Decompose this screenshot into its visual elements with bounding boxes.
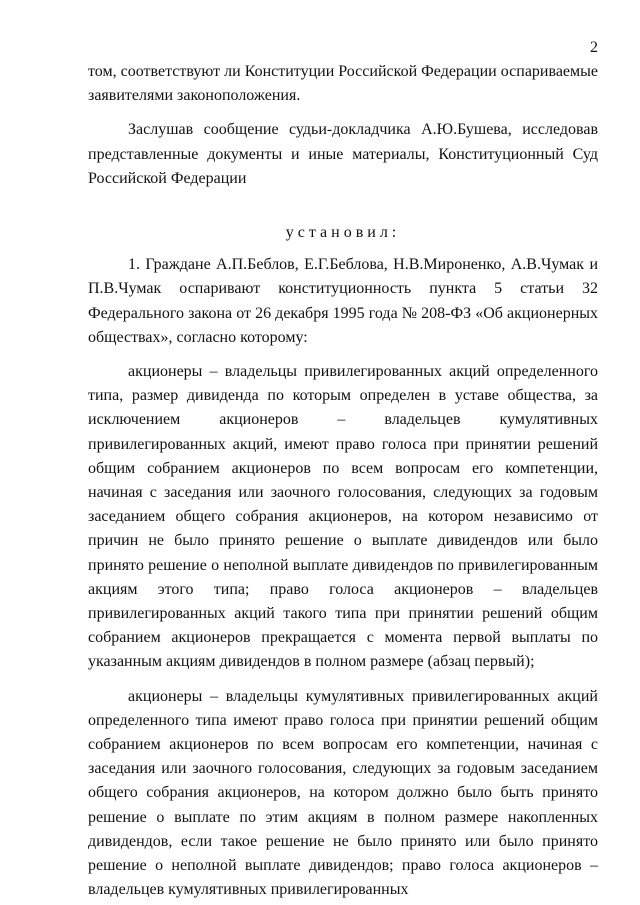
paragraph-quoted-law-2: акционеры – владельцы кумулятивных привилегированных акций определенного типа имеют право голоса при принятии решений общим собранием акционеров по всем вопросам его компетенции, начиная с заседания или заочного голосования, следующих за годовым заседанием общего собрания акционеров, на котором должно было быть принято решение о выплате по этим акциям в полном размере накопленных дивидендов, если такое решение не было принято или было принято решение о неполной выплате дивидендов; право голоса акционеров – владельцев кумулятивных привилегированных xyxy=(88,687,598,899)
paragraph-continuation: том, соответствуют ли Конституции Российской Федерации оспариваемые заявителями законоположения. xyxy=(88,63,598,105)
document-body xyxy=(88,60,598,903)
page-number: 2 xyxy=(590,39,598,56)
section-heading: установил: xyxy=(285,224,401,242)
paragraph-quoted-law-1: акционеры – владельцы привилегированных акций определенного типа, размер дивиденда по которым определен в уставе общества, за исключением акционеров – владельцев кумулятивных привилегированных акций, имеют право голоса при принятии решений общим собранием акционеров по всем вопросам его компетенции, начиная с заседания или заочного голосования, следующих за годовым заседанием общего собрания акционеров, на котором независимо от причин не было принято решение о выплате дивидендов или было принято решение о неполной выплате дивидендов по привилегированным акциям этого типа; право голоса акционеров – владельцев привилегированных акций такого типа при принятии решений общим собранием акционеров прекращается с момента первой выплаты по указанным акциям дивидендов в полном размере (абзац первый); xyxy=(88,363,598,671)
paragraph-complaint: 1. Граждане А.П.Беблов, Е.Г.Беблова, Н.В.Мироненко, А.В.Чумак и П.В.Чумак оспаривают конституционность пункта 5 статьи 32 Федерального закона от 26 декабря 1995 года № 208-ФЗ «Об акционерных обществах», согласно которому: xyxy=(88,256,598,346)
paragraph-hearing: Заслушав сообщение судьи-докладчика А.Ю.Бушева, исследовав представленные документы и иные материалы, Конституционный Суд Российской Федерации xyxy=(88,121,598,187)
